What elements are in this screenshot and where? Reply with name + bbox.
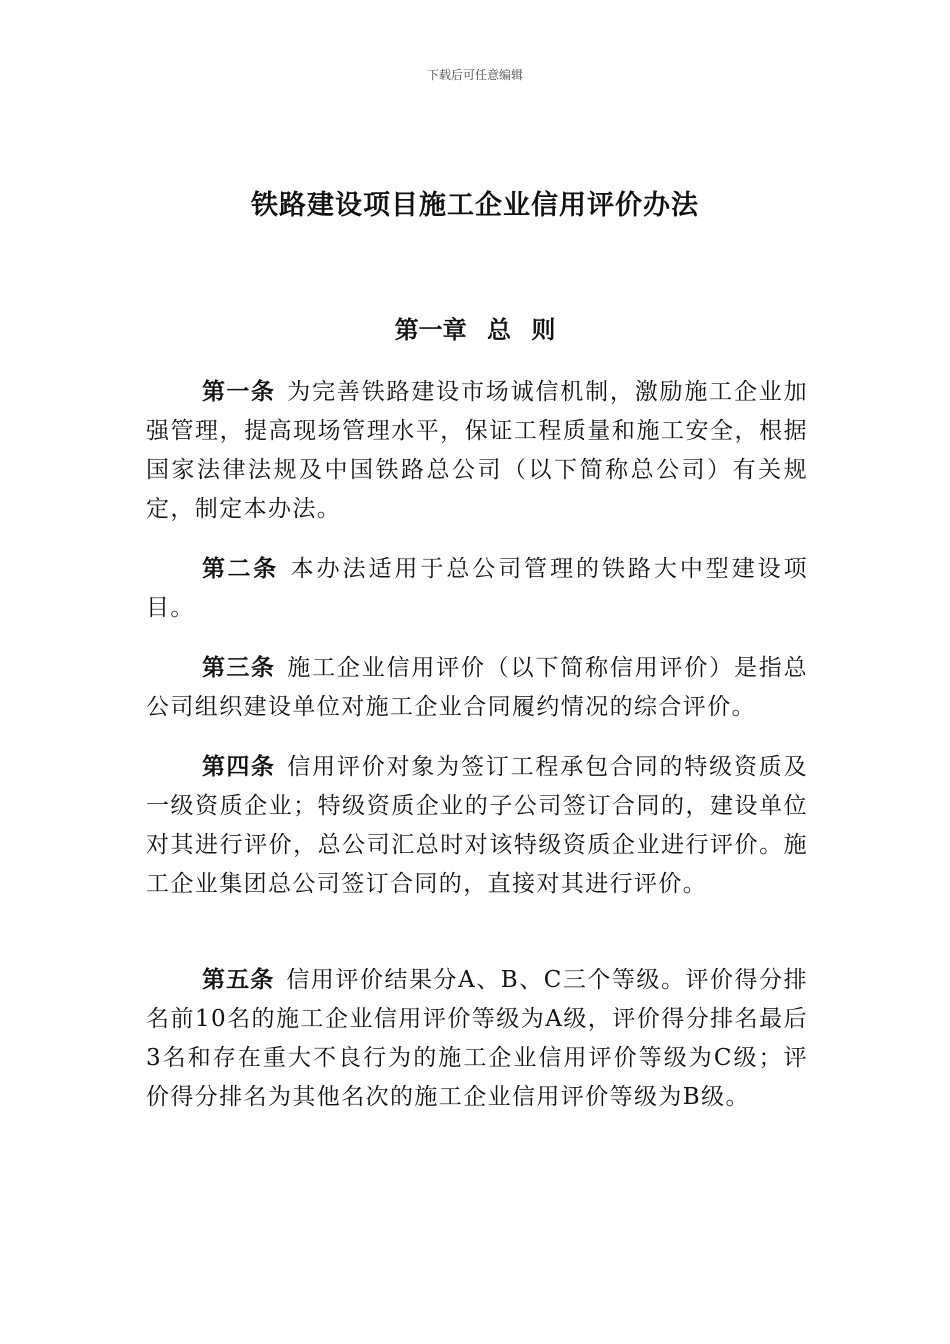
- article-paragraph: [146, 549, 808, 628]
- article-number: 第四条: [202, 753, 276, 780]
- article-text: 信用评价对象为签订工程承包合同的特级资质及一级资质企业；特级资质企业的子公司签订合同的，建设单位对其进行评价，总公司汇总时对该特级资质企业进行评价。施工企业集团总公司签订合同的，直接对其进行评价。: [146, 754, 809, 897]
- article-number: 第二条: [202, 555, 279, 582]
- article-paragraph: [146, 747, 808, 904]
- article-number: 第一条: [202, 378, 276, 405]
- article-paragraph: [146, 372, 808, 529]
- article-text: 信用评价结果分A、B、C三个等级。评价得分排名前10名的施工企业信用评价等级为A级，评价得分排名最后3名和存在重大不良行为的施工企业信用评价等级为C级；评价得分排名为其他名次的施工企业信用评价等级为B级。: [146, 967, 809, 1110]
- page-header-note: 下载后可任意编辑: [426, 68, 523, 82]
- article-number: 第三条: [202, 654, 276, 681]
- document-title: 铁路建设项目施工企业信用评价办法: [251, 190, 699, 221]
- article-text: 本办法适用于总公司管理的铁路大中型建设项目。: [146, 556, 809, 621]
- article-paragraph: [146, 648, 808, 727]
- article-text: 施工企业信用评价（以下简称信用评价）是指总公司组织建设单位对施工企业合同履约情况的综合评价。: [146, 655, 809, 720]
- article-text: 为完善铁路建设市场诚信机制，激励施工企业加强管理，提高现场管理水平，保证工程质量和施工安全，根据国家法律法规及中国铁路总公司（以下简称总公司）有关规定，制定本办法。: [146, 379, 809, 522]
- article-paragraph: [146, 960, 808, 1117]
- chapter-heading: 第一章 总 则: [394, 315, 556, 344]
- article-number: 第五条: [202, 966, 275, 993]
